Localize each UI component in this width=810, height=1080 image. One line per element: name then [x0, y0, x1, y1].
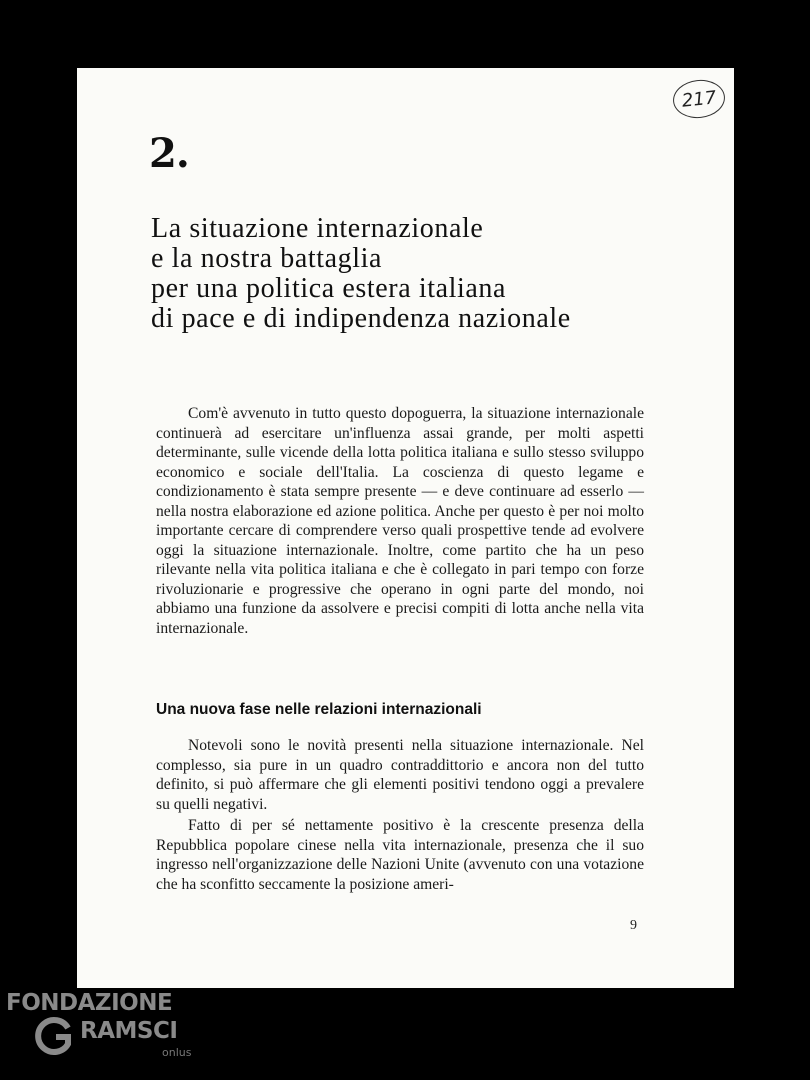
logo-text-line2: RAMSCI — [80, 1018, 178, 1044]
page-number: 9 — [630, 918, 637, 933]
chapter-title — [151, 214, 691, 334]
section-heading: Una nuova fase nelle relazioni internazionali — [156, 701, 482, 718]
handwritten-page-annotation: 217 — [671, 77, 727, 120]
section-text-block — [156, 736, 644, 894]
section-paragraph: Notevoli sono le novità presenti nella situazione internazionale. Nel complesso, sia pure in un quadro contraddittorio e ancora non del tutto definito, si può affermare che gli elementi positivi tendono oggi a prevalere su quelli negativi. — [156, 737, 644, 813]
document-page — [77, 68, 734, 988]
intro-paragraph: Com'è avvenuto in tutto questo dopoguerra, la situazione internazionale continuerà ad esercitare un'influenza assai grande, per molti aspetti determinante, sulle vicende della lotta politica italiana e sullo stesso sviluppo economico e sociale dell'Italia. La coscienza di questo legame e condizionamento è stata sempre presente — e deve continuare ad esserlo — nella nostra elaborazione ed azione politica. Anche per questo è per noi molto importante cercare di comprendere verso quali prospettive tende ad evolvere oggi la situazione internazionale. Inoltre, come partito che ha un peso rilevante nella vita politica italiana e che è collegato in pari tempo con forze rivoluzionarie e progressive che operano in ogni parte del mondo, noi abbiamo una funzione da assolvere e precisi compiti di lotta anche nella vita internazionale. — [156, 405, 644, 637]
chapter-number: 2. — [149, 130, 189, 177]
chapter-title-line: e la nostra battaglia — [151, 243, 383, 274]
section-paragraph: Fatto di per sé nettamente positivo è la crescente presenza della Repubblica popolare cinese nella vita internazionale, presenza che il suo ingresso nell'organizzazione delle Nazioni Unite (avvenuto con una votazione che ha sconfitto seccamente la posizione ameri- — [156, 817, 644, 893]
chapter-title-line: La situazione internazionale — [151, 213, 484, 244]
fondazione-gramsci-logo — [6, 990, 206, 1070]
chapter-title-line: di pace e di indipendenza nazionale — [151, 303, 571, 334]
chapter-title-line: per una politica estera italiana — [151, 273, 507, 304]
logo-text-line1: FONDAZIONE — [6, 990, 173, 1016]
logo-text-line3: onlus — [162, 1046, 192, 1059]
intro-text-block — [156, 404, 644, 638]
logo-g-mark-icon — [34, 1016, 74, 1056]
